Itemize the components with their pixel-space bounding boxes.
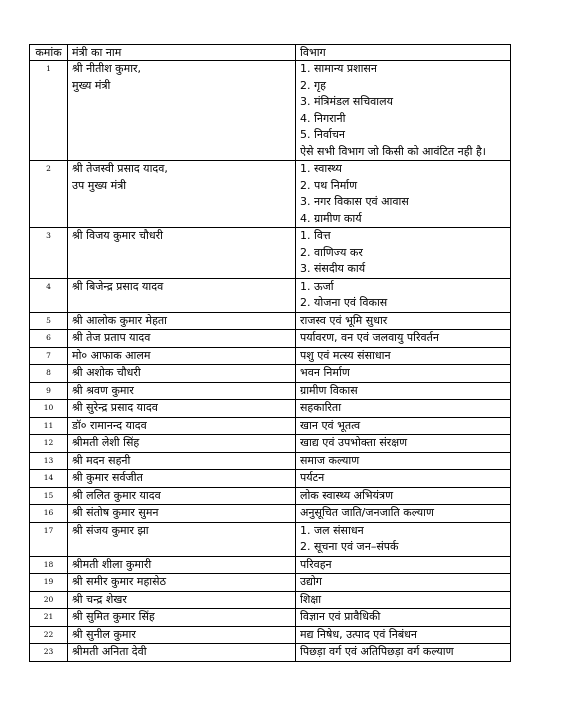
department-cell (296, 505, 511, 523)
table-row (30, 505, 511, 523)
minister-name-cell (68, 505, 296, 523)
minister-name-cell (68, 61, 296, 161)
department-item: 1. जल संसाधन (300, 523, 364, 537)
table-row (30, 417, 511, 435)
serial-number: 7 (30, 347, 68, 365)
minister-name-line: श्रीमती शीला कुमारी (72, 557, 152, 571)
department-item: 3. नगर विकास एवं आवास (300, 195, 409, 208)
minister-name-cell (68, 312, 296, 330)
serial-number: 2 (30, 161, 68, 228)
minister-name-line: श्री विजय कुमार चौधरी (72, 229, 163, 242)
department-item: ग्रामीण विकास (300, 383, 358, 397)
serial-number: 8 (30, 365, 68, 383)
department-item: 4. ग्रामीण कार्य (300, 211, 362, 225)
department-cell (296, 435, 511, 453)
department-item: 3. संसदीय कार्य (300, 262, 366, 275)
minister-name-line: श्री तेज प्रताप यादव (72, 331, 151, 344)
serial-number: 9 (30, 382, 68, 400)
department-item: पिछड़ा वर्ग एवं अतिपिछड़ा वर्ग कल्याण (300, 645, 454, 658)
minister-name-line: श्री सुमित कुमार सिंह (72, 610, 155, 623)
department-item: राजस्व एवं भूमि सुधार (300, 313, 388, 327)
minister-name-cell (68, 435, 296, 453)
minister-name-cell (68, 626, 296, 644)
table-body (30, 61, 511, 662)
header-row (30, 45, 511, 61)
minister-name-line: श्री संतोष कुमार सुमन (72, 506, 159, 519)
department-item: 5. निर्वाचन (300, 128, 346, 141)
minister-name-line: श्री श्रवण कुमार (72, 383, 134, 397)
department-item: 2. योजना एवं विकास (300, 296, 388, 309)
department-item: परिवहन (300, 557, 332, 571)
minister-name-line: श्री चन्द्र शेखर (72, 592, 127, 606)
table-row (30, 400, 511, 418)
serial-number: 15 (30, 487, 68, 505)
department-item: मद्य निषेध, उत्पाद एवं निबंधन (300, 627, 417, 641)
minister-name-cell (68, 452, 296, 470)
serial-number: 1 (30, 61, 68, 161)
minister-name-cell (68, 556, 296, 574)
minister-name-cell (68, 644, 296, 662)
minister-name-line: श्री ललित कुमार यादव (72, 488, 161, 502)
serial-number: 3 (30, 228, 68, 279)
table-row (30, 330, 511, 348)
serial-number: 11 (30, 417, 68, 435)
table-row (30, 382, 511, 400)
department-item: उद्योग (300, 575, 322, 588)
department-cell (296, 400, 511, 418)
minister-name-line: श्रीमती लेशी सिंह (72, 436, 140, 449)
minister-name-line: श्री मदन सहनी (72, 453, 131, 467)
department-cell (296, 452, 511, 470)
minister-name-line: श्री समीर कुमार महासेठ (72, 575, 166, 588)
serial-number: 12 (30, 435, 68, 453)
department-item: 1. ऊर्जा (300, 279, 334, 293)
minister-name-line: श्रीमती अनिता देवी (72, 645, 147, 658)
department-cell (296, 470, 511, 488)
table-row (30, 487, 511, 505)
serial-number: 18 (30, 556, 68, 574)
table-row (30, 278, 511, 312)
minister-name-line: श्री कुमार सर्वजीत (72, 471, 143, 484)
department-cell (296, 61, 511, 161)
serial-number: 17 (30, 522, 68, 556)
serial-number: 10 (30, 400, 68, 418)
department-cell (296, 330, 511, 348)
minister-name-line: डॉ० रामानन्द यादव (72, 418, 147, 432)
department-cell (296, 644, 511, 662)
serial-number: 13 (30, 452, 68, 470)
department-cell (296, 609, 511, 627)
ministers-table (29, 44, 511, 662)
department-cell (296, 228, 511, 279)
minister-name-line: मो० आफाक आलम (72, 348, 151, 362)
table-row (30, 435, 511, 453)
serial-number: 23 (30, 644, 68, 662)
minister-name-cell (68, 278, 296, 312)
header-serial: कमांक (30, 45, 68, 61)
department-item: 4. निगरानी (300, 111, 346, 125)
department-item: 2. गृह (300, 78, 327, 92)
table-row (30, 644, 511, 662)
table-row (30, 61, 511, 161)
minister-name-line: श्री सुनील कुमार (72, 627, 136, 641)
department-cell (296, 487, 511, 505)
minister-name-cell (68, 609, 296, 627)
minister-name-line: श्री बिजेन्द्र प्रसाद यादव (72, 279, 164, 293)
serial-number: 4 (30, 278, 68, 312)
minister-name-cell (68, 382, 296, 400)
department-item: 1. स्वास्थ्य (300, 162, 342, 175)
minister-name-line: उप मुख्य मंत्री (72, 178, 127, 192)
table-row (30, 591, 511, 609)
department-cell (296, 278, 511, 312)
department-item: समाज कल्याण (300, 453, 360, 467)
minister-name-line: श्री तेजस्वी प्रसाद यादव, (72, 162, 168, 175)
minister-name-line: श्री नीतीश कुमार, (72, 62, 142, 75)
serial-number: 22 (30, 626, 68, 644)
department-item: खाद्य एवं उपभोक्ता संरक्षण (300, 436, 408, 449)
serial-number: 14 (30, 470, 68, 488)
department-cell (296, 626, 511, 644)
department-item: भवन निर्माण (300, 366, 350, 379)
department-item: शिक्षा (300, 592, 322, 606)
minister-name-line: श्री आलोक कुमार मेहता (72, 313, 168, 327)
department-cell (296, 347, 511, 365)
department-item: 2. सूचना एवं जन–संपर्क (300, 540, 399, 553)
department-item: 1. सामान्य प्रशासन (300, 62, 377, 75)
department-item: पशु एवं मत्स्य संसाधान (300, 348, 391, 362)
minister-name-cell (68, 365, 296, 383)
table-row (30, 470, 511, 488)
serial-number: 20 (30, 591, 68, 609)
minister-name-cell (68, 347, 296, 365)
header-department: विभाग (296, 45, 511, 61)
department-item: सहकारिता (300, 401, 342, 414)
table-row (30, 347, 511, 365)
table-row (30, 609, 511, 627)
header-minister-name: मंत्री का नाम (68, 45, 296, 61)
minister-name-line: श्री अशोक चौधरी (72, 366, 141, 379)
serial-number: 6 (30, 330, 68, 348)
department-item: 2. वाणिज्य कर (300, 245, 363, 259)
department-cell (296, 556, 511, 574)
department-item: विज्ञान एवं प्रावैधिकी (300, 610, 381, 623)
table-row (30, 574, 511, 592)
serial-number: 5 (30, 312, 68, 330)
department-cell (296, 522, 511, 556)
minister-name-cell (68, 574, 296, 592)
serial-number: 16 (30, 505, 68, 523)
department-cell (296, 312, 511, 330)
department-cell (296, 591, 511, 609)
department-cell (296, 574, 511, 592)
serial-number: 19 (30, 574, 68, 592)
department-item: पर्यावरण, वन एवं जलवायु परिवर्तन (300, 331, 439, 344)
department-item: पर्यटन (300, 471, 325, 484)
minister-name-cell (68, 400, 296, 418)
minister-name-cell (68, 591, 296, 609)
minister-name-cell (68, 161, 296, 228)
minister-name-cell (68, 487, 296, 505)
department-item: लोक स्वास्थ्य अभियंत्रण (300, 488, 394, 502)
minister-name-line: श्री संजय कुमार झा (72, 523, 149, 537)
minister-name-cell (68, 522, 296, 556)
table-row (30, 452, 511, 470)
minister-name-cell (68, 330, 296, 348)
table-row (30, 365, 511, 383)
table-row (30, 556, 511, 574)
department-item: खान एवं भूतत्व (300, 418, 361, 432)
table-row (30, 626, 511, 644)
serial-number: 21 (30, 609, 68, 627)
table-row (30, 522, 511, 556)
table-row (30, 161, 511, 228)
department-item: 2. पथ निर्माण (300, 178, 358, 192)
department-cell (296, 417, 511, 435)
department-item: 1. वित्त (300, 229, 331, 242)
table-row (30, 312, 511, 330)
department-item: ऐसे सभी विभाग जो किसी को आवंटित नही है। (300, 144, 486, 158)
minister-name-cell (68, 470, 296, 488)
department-cell (296, 161, 511, 228)
minister-name-line: मुख्य मंत्री (72, 78, 111, 92)
department-cell (296, 382, 511, 400)
department-item: 3. मंत्रिमंडल सचिवालय (300, 95, 393, 108)
department-cell (296, 365, 511, 383)
department-item: अनुसूचित जाति/जनजाति कल्याण (300, 506, 434, 519)
table-row (30, 228, 511, 279)
minister-name-cell (68, 228, 296, 279)
minister-name-line: श्री सुरेन्द्र प्रसाद यादव (72, 401, 158, 414)
minister-name-cell (68, 417, 296, 435)
